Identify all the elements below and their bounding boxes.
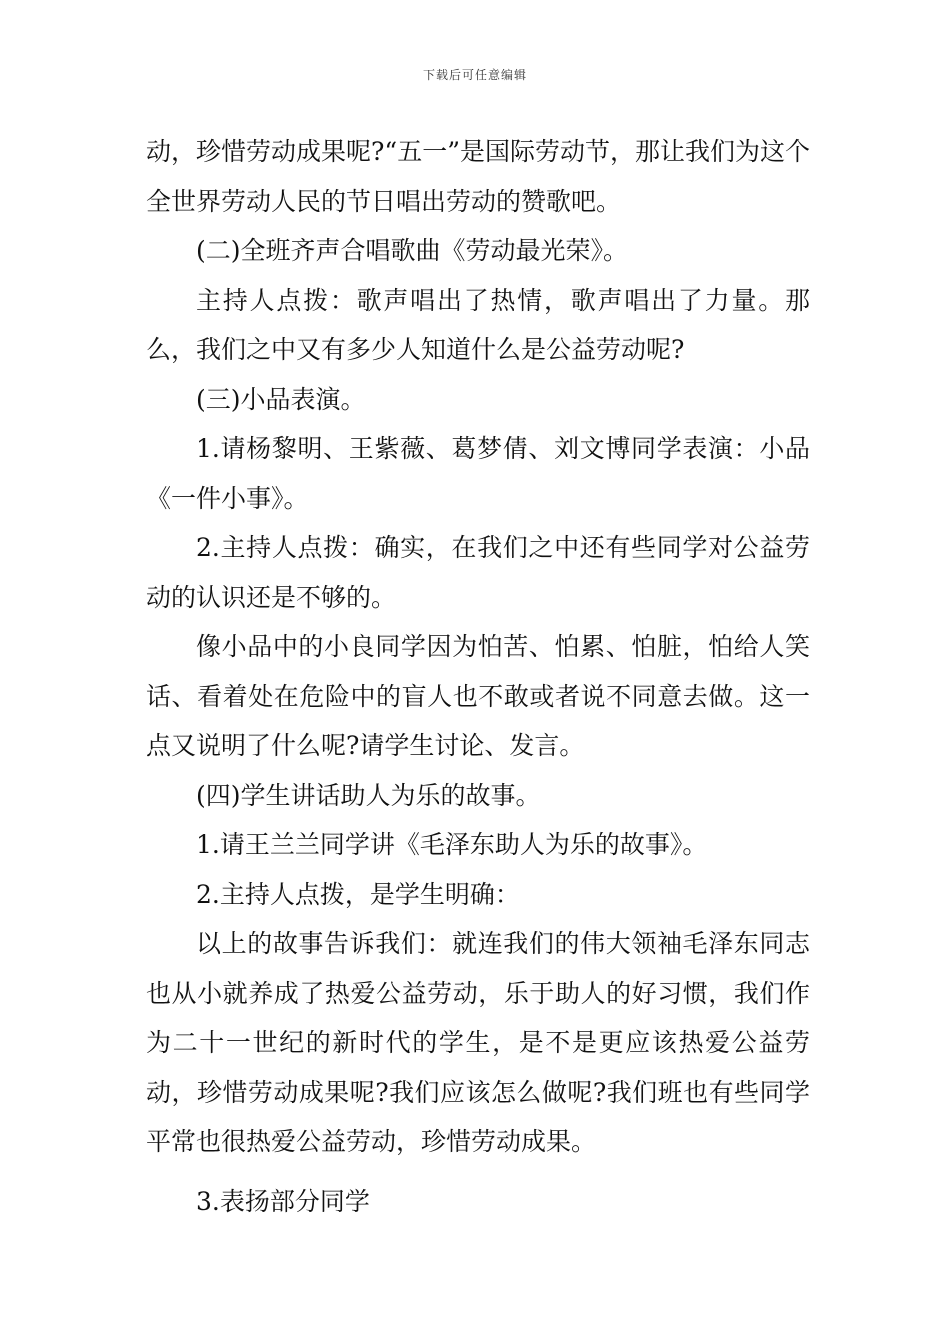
- page-header-note: 下载后可任意编辑: [422, 68, 527, 82]
- paragraph-item-3-2: 2.主持人点拨：确实，在我们之中还有些同学对公益劳动的认识还是不够的。: [146, 533, 810, 612]
- paragraph-item-4-3: 3.表扬部分同学: [196, 1186, 370, 1216]
- paragraph-item-3-1: 1.请杨黎明、王紫薇、葛梦倩、刘文博同学表演：小品《一件小事》。: [146, 434, 810, 513]
- paragraph-item-4-1: 1.请王兰兰同学讲《毛泽东助人为乐的故事》。: [196, 830, 708, 859]
- paragraph-host-comment-1: 主持人点拨：歌声唱出了热情，歌声唱出了力量。那么，我们之中又有多少人知道什么是公益劳动呢?: [146, 285, 810, 364]
- paragraph-section-3: (三)小品表演。: [196, 384, 366, 414]
- document-body: [146, 127, 810, 1226]
- paragraph-skit-discussion: 像小品中的小良同学因为怕苦、怕累、怕脏，怕给人笑话、看着处在危险中的盲人也不敢或者说不同意去做。这一点又说明了什么呢?请学生讨论、发言。: [146, 632, 810, 760]
- paragraph-continuation: 动，珍惜劳动成果呢?“五一”是国际劳动节，那让我们为这个全世界劳动人民的节日唱出劳动的赞歌吧。: [146, 137, 810, 216]
- paragraph-story-lesson: 以上的故事告诉我们：就连我们的伟大领袖毛泽东同志也从小就养成了热爱公益劳动，乐于助人的好习惯，我们作为二十一世纪的新时代的学生，是不是更应该热爱公益劳动，珍惜劳动成果呢?我们应该怎么做呢?我们班也有些同学平常也很热爱公益劳动，珍惜劳动成果。: [146, 929, 810, 1156]
- paragraph-item-4-2: 2.主持人点拨，是学生明确：: [196, 879, 520, 909]
- paragraph-section-2: (二)全班齐声合唱歌曲《劳动最光荣》。: [196, 236, 629, 265]
- paragraph-section-4: (四)学生讲话助人为乐的故事。: [196, 780, 541, 810]
